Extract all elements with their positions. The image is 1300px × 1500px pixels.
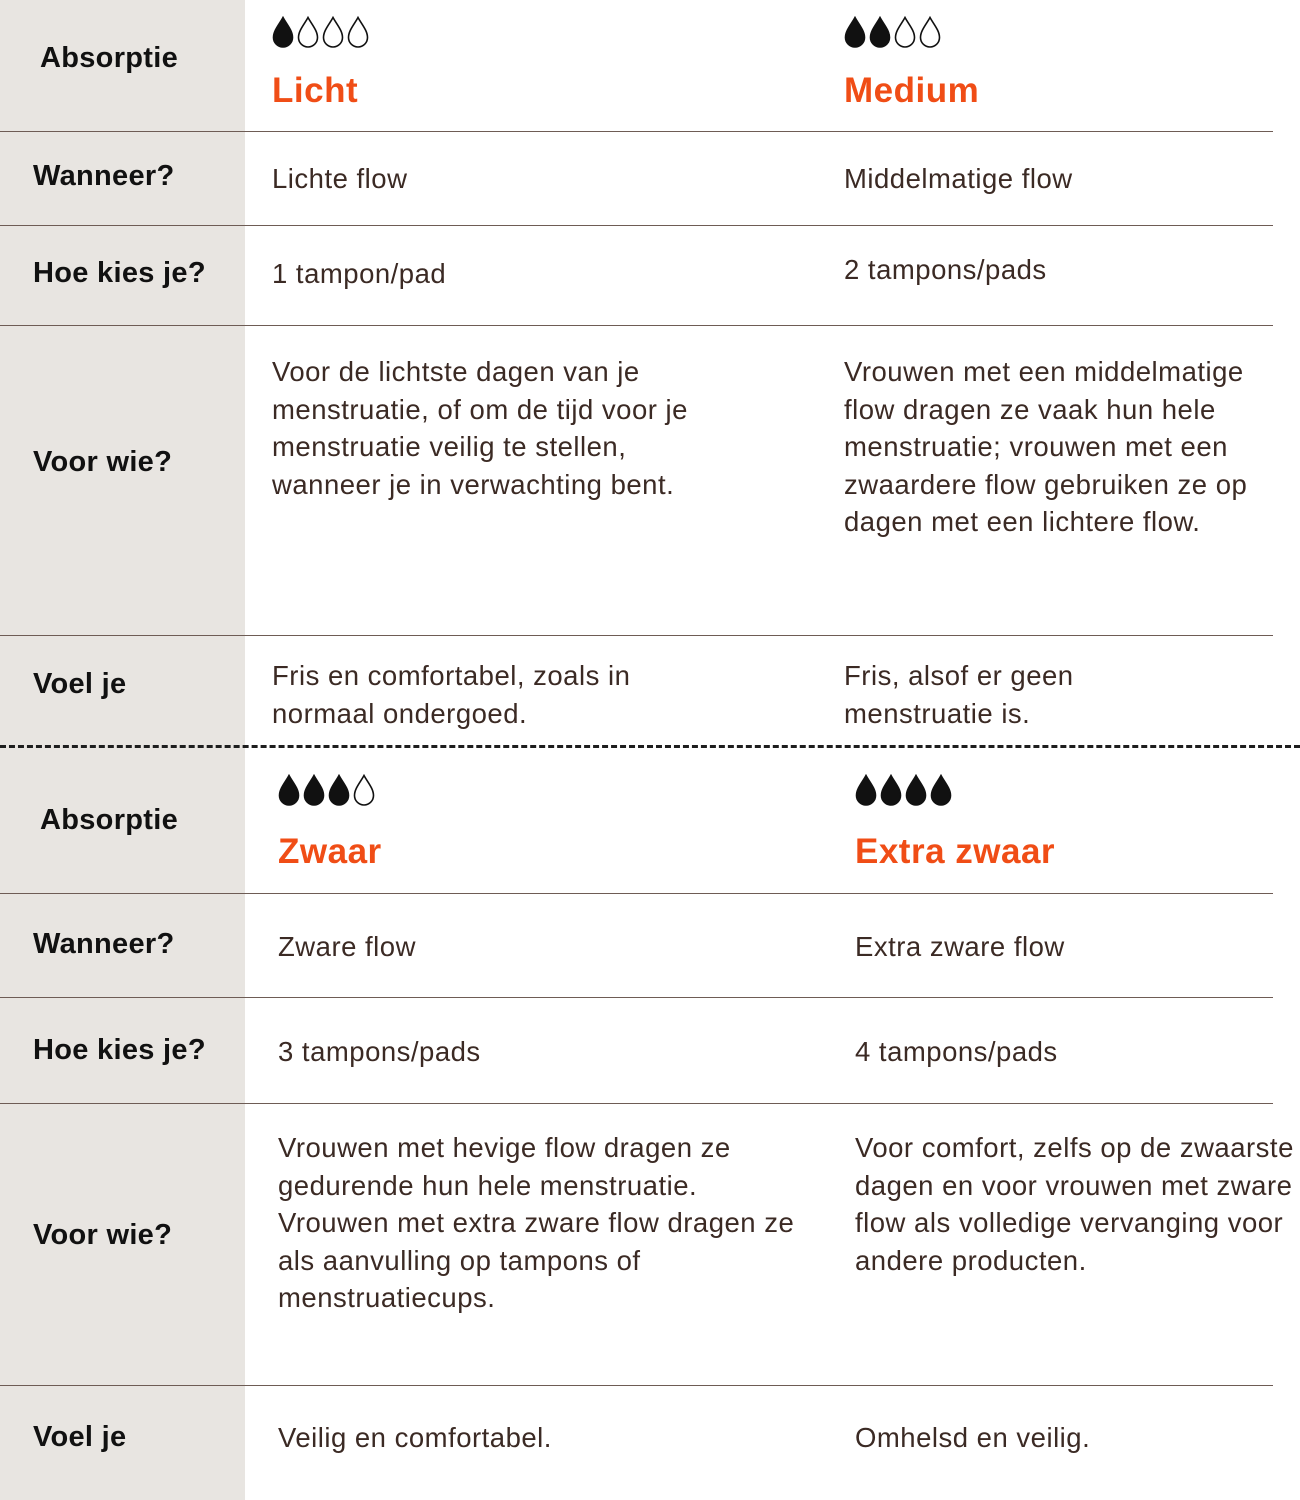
row-divider — [0, 131, 1273, 132]
absorption-drops — [277, 774, 377, 808]
row-divider — [0, 1385, 1273, 1386]
when-value: Extra zware flow — [855, 931, 1065, 962]
water-drop-filled-icon — [854, 774, 878, 808]
row-label-absorption: Absorptie — [40, 804, 179, 836]
row-label-absorption: Absorptie — [40, 42, 179, 74]
level-title: Zwaar — [278, 832, 382, 871]
row-label-when: Wanneer? — [33, 928, 175, 960]
water-drop-filled-icon — [868, 16, 892, 50]
absorption-drops — [271, 16, 371, 50]
row-divider — [0, 325, 1273, 326]
water-drop-outline-icon — [918, 16, 942, 50]
water-drop-filled-icon — [929, 774, 953, 808]
how-value: 2 tampons/pads — [844, 254, 1047, 285]
when-value: Zware flow — [278, 931, 416, 962]
row-label-how: Hoe kies je? — [33, 257, 206, 289]
when-value: Lichte flow — [272, 163, 408, 194]
water-drop-filled-icon — [302, 774, 326, 808]
absorption-drops — [843, 16, 943, 50]
level-title: Medium — [844, 71, 980, 110]
water-drop-outline-icon — [321, 16, 345, 50]
absorption-drops — [854, 774, 954, 808]
feel-value: Fris en comfortabel, zoals in normaal ondergoed. — [272, 660, 631, 729]
water-drop-filled-icon — [277, 774, 301, 808]
how-value: 3 tampons/pads — [278, 1036, 481, 1067]
who-value: Vrouwen met een middelmatige flow dragen ze vaak hun hele menstruatie; vrouwen met een zwaardere flow gebruiken ze op dagen met een lichtere flow. — [844, 356, 1248, 537]
feel-value: Omhelsd en veilig. — [855, 1422, 1091, 1453]
water-drop-filled-icon — [904, 774, 928, 808]
who-value: Voor de lichtste dagen van je menstruatie, of om de tijd voor je menstruatie veilig te stellen, wanneer je in verwachting bent. — [272, 356, 688, 500]
section-divider — [0, 745, 1300, 748]
row-divider — [0, 635, 1273, 636]
water-drop-outline-icon — [296, 16, 320, 50]
how-value: 4 tampons/pads — [855, 1036, 1058, 1067]
water-drop-filled-icon — [327, 774, 351, 808]
who-value: Vrouwen met hevige flow dragen ze gedurende hun hele menstruatie. Vrouwen met extra zware flow dragen ze als aanvulling op tampons of menstruatiecups. — [278, 1132, 795, 1313]
row-label-how: Hoe kies je? — [33, 1034, 206, 1066]
water-drop-filled-icon — [271, 16, 295, 50]
feel-value: Veilig en comfortabel. — [278, 1422, 552, 1453]
how-value: 1 tampon/pad — [272, 258, 447, 289]
water-drop-outline-icon — [346, 16, 370, 50]
row-divider — [0, 997, 1273, 998]
row-label-feel: Voel je — [33, 1421, 127, 1453]
row-divider — [0, 225, 1273, 226]
water-drop-outline-icon — [893, 16, 917, 50]
row-label-who: Voor wie? — [33, 446, 173, 478]
feel-value: Fris, alsof er geen menstruatie is. — [844, 660, 1074, 729]
level-title: Extra zwaar — [855, 832, 1056, 871]
water-drop-outline-icon — [352, 774, 376, 808]
row-divider — [0, 893, 1273, 894]
water-drop-filled-icon — [843, 16, 867, 50]
when-value: Middelmatige flow — [844, 163, 1073, 194]
row-label-when: Wanneer? — [33, 160, 175, 192]
level-title: Licht — [272, 71, 359, 110]
water-drop-filled-icon — [879, 774, 903, 808]
row-label-who: Voor wie? — [33, 1219, 173, 1251]
who-value: Voor comfort, zelfs op de zwaarste dagen en voor vrouwen met zware flow als volledige vervanging voor andere producten. — [855, 1132, 1294, 1276]
row-label-feel: Voel je — [33, 668, 127, 700]
row-divider — [0, 1103, 1273, 1104]
